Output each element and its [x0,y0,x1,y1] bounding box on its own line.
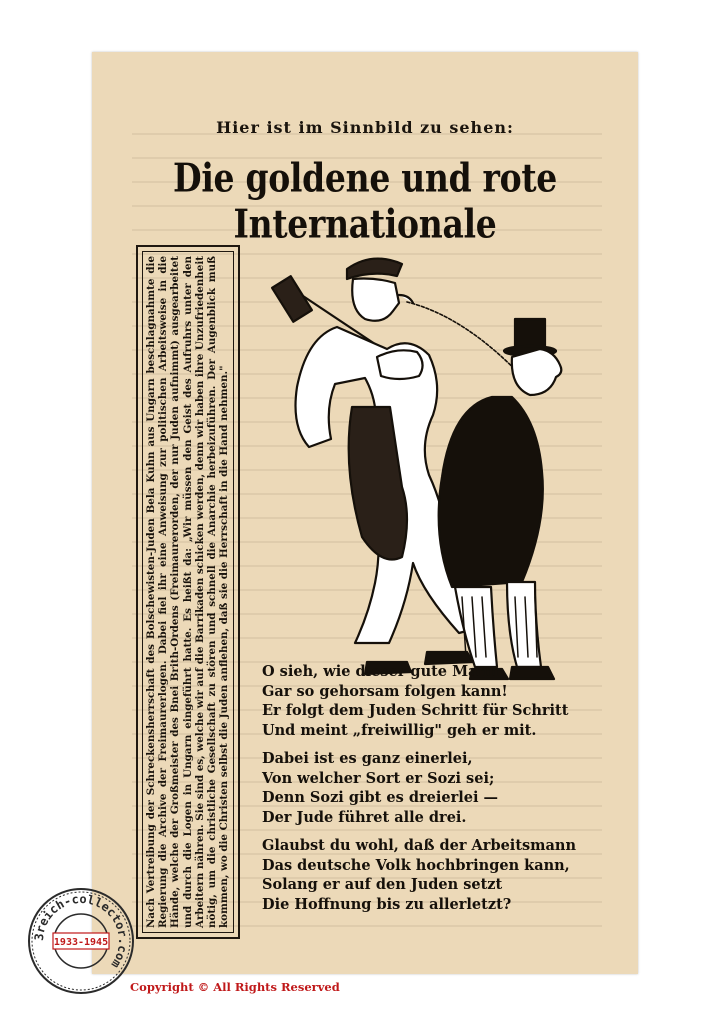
poem-line: Von welcher Sort er Sozi sei; [262,769,495,787]
hammer-head [272,276,312,322]
poem-line: O sieh, wie dieser gute Mann [262,663,499,680]
sidebar-rotated-text: Nach Vertreibung der Schreckensherrschaft des Bolschewisten-Juden Bela Kuhn aus Ungarn beschlagnahmte die Regierung die Archive der Freimaurerlogen. Dabei fiel ihr eine Anweisung zur politischen Arbeitsweise in die Hände, welche der Großmeister des Bnei Brith-Ordens (Freimaurerorden, der nur Juden aufnimmt) ausgearbeitet und durch die Logen in Ungarn eingeführt hatte. Es heißt da: „Wir müssen den Geist des Aufruhrs unter den Arbeitern nähren. Sie sind es, welche wir auf die Barrikaden schicken werden, denn wir haben ihre Unzufriedenheit nötig, um die christliche Gesellschaft zu stören und schnell die Anarchie herbeizuführen. Der Augenblick muß kommen, wo die Christen selbst die Juden anflehen, daß sie die Herrschaft in die Hand nehmen." [145,256,231,928]
copyright-notice: Copyright © All Rights Reserved [130,980,340,994]
capitalist-coat [439,397,543,587]
worker-hand [377,350,423,379]
worker-head [352,279,399,321]
poem-line: Solang er auf den Juden setzt [262,876,503,893]
stamp-years-text: 1933-1945 [53,937,109,948]
poem-line: Er folgt dem Juden Schritt für Schritt [262,702,569,719]
poem-line: Glaubst du wohl, daß der Arbeitsmann [262,837,577,854]
poem-line: Der Jude führet alle drei. [262,808,467,826]
capitalist-head [512,349,562,395]
stamp-site-text: 3reich-collector.com [31,891,131,971]
poem [262,662,602,923]
poem-stanza-2 [262,749,602,827]
poem-stanza-1 [262,662,602,740]
leaflet-title: Die goldene und rote Internationale [173,154,557,248]
poem-line: Und meint „freiwillig" geh er mit. [262,721,537,739]
poem-line: Die Hoffnung bis zu allerletzt? [262,895,512,913]
poem-line: Gar so gehorsam folgen kann! [262,682,508,700]
leaflet-subtitle: Hier ist im Sinnbild zu sehen: [216,118,514,137]
poem-line: Dabei ist es ganz einerlei, [262,750,473,767]
leaflet-page [92,52,638,974]
svg-text:3reich-collector.com [32,892,130,971]
poem-line: Denn Sozi gibt es dreierlei — [262,789,499,806]
poem-line: Das deutsche Volk hochbringen kann, [262,856,570,874]
collector-stamp-logo [26,886,136,996]
worker-cap [347,259,402,279]
caricature-illustration [267,247,577,692]
worker-nose [399,295,413,303]
sidebar-text-box [136,245,240,939]
poem-stanza-3 [262,836,602,914]
